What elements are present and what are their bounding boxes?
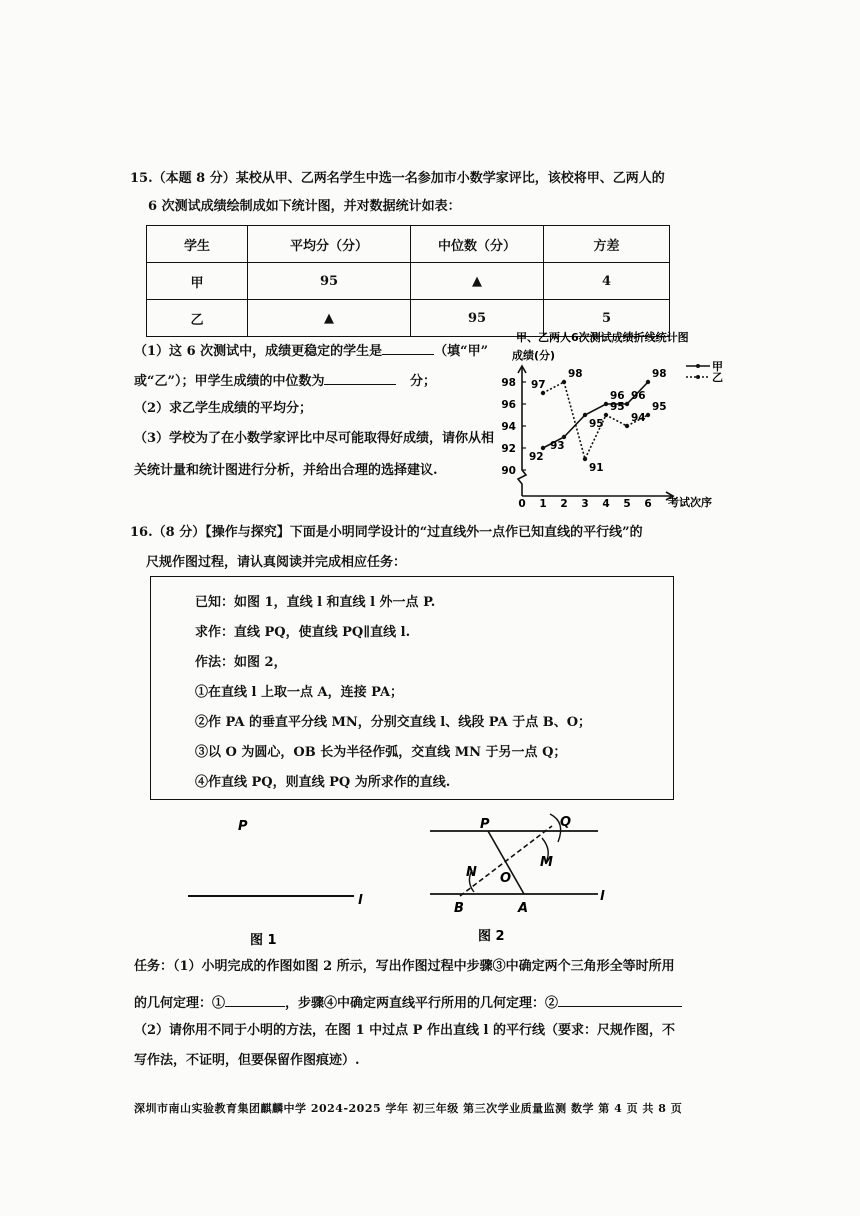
- fig1-point-p: P: [238, 819, 248, 834]
- construction-box: [150, 576, 674, 800]
- chart-x-tick-label: 1: [539, 498, 547, 510]
- box-step-1: ①在直线 l 上取一点 A，连接 PA；: [195, 685, 404, 700]
- table-row: [147, 263, 670, 300]
- q15-part3a: （3）学校为了在小数学家评比中尽可能取得好成绩，请你从相: [134, 431, 495, 446]
- series-2-data-label: 94: [631, 412, 646, 424]
- fig2-point-m: M: [540, 855, 553, 870]
- fig2-point-b: B: [454, 901, 464, 916]
- box-given: 已知：如图 1，直线 l 和直线 l 外一点 P.: [195, 595, 436, 610]
- score-line-chart: [496, 326, 740, 512]
- series-2-point: [583, 457, 587, 461]
- box-goal: 求作：直线 PQ，使直线 PQ∥直线 l.: [195, 625, 411, 640]
- chart-ylabel: 成绩(分): [512, 349, 556, 362]
- q15-part1-text: （1）这 6 次测试中，成绩更稳定的学生是: [134, 344, 383, 359]
- table-cell: 95: [248, 263, 411, 300]
- task-2-line2: 写作法，不证明，但要保留作图痕迹）.: [134, 1053, 360, 1068]
- q15-line1: 15.（本题 8 分）某校从甲、乙两名学生中选一名参加市小数学家评比，该校将甲、乙两人的: [130, 171, 665, 186]
- table-cell: 4: [544, 263, 670, 300]
- table-header: 平均分（分）: [248, 226, 411, 263]
- chart-x-tick-label: 0: [518, 498, 526, 510]
- series-1-data-label: 93: [550, 440, 565, 452]
- table-cell: ▲: [248, 300, 411, 337]
- stats-table: [146, 225, 670, 337]
- series-1-point: [562, 435, 566, 439]
- series-2-point: [646, 413, 650, 417]
- q16-line1: 16.（8 分）【操作与探究】下面是小明同学设计的“过直线外一点作已知直线的平行线”的: [130, 525, 643, 540]
- legend-label-1: 甲: [712, 360, 723, 373]
- answer-blank-1[interactable]: [382, 340, 434, 355]
- page-footer: 深圳市南山实验教育集团麒麟中学 2024-2025 学年 初三年级 第三次学业质量监测 数学 第 4 页 共 8 页: [134, 1102, 683, 1115]
- series-2-point: [604, 413, 608, 417]
- q15-part2: （2）求乙学生成绩的平均分；: [134, 401, 313, 416]
- chart-x-tick-label: 4: [602, 498, 610, 510]
- chart-y-tick-label: 90: [501, 465, 516, 477]
- fig2-caption: 图 2: [478, 929, 505, 944]
- answer-blank-2[interactable]: [324, 370, 396, 385]
- series-2-data-label: 97: [531, 379, 546, 391]
- task-1-text-c: ，步骤④中确定两直线平行所用的几何定理：②: [285, 996, 559, 1011]
- q15-line2: 6 次测试成绩绘制成如下统计图，并对数据统计如表：: [148, 199, 461, 214]
- series-1-point: [625, 402, 629, 406]
- q15-part1-cont: [134, 370, 436, 391]
- series-2-data-label: 95: [610, 401, 625, 413]
- q16-line2: 尺规作图过程，请认真阅读并完成相应任务：: [146, 555, 407, 570]
- series-1-point: [541, 446, 545, 450]
- chart-y-tick-label: 98: [501, 377, 516, 389]
- series-2-point: [541, 391, 545, 395]
- series-2-point: [562, 380, 566, 384]
- table-cell: 95: [411, 300, 544, 337]
- table-cell: 乙: [147, 300, 248, 337]
- chart-title: 甲、乙两人6次测试成绩折线统计图: [516, 331, 689, 344]
- chart-xlabel: 考试次序: [668, 496, 712, 509]
- series-2-data-label: 98: [568, 368, 583, 380]
- series-1-data-label: 98: [652, 368, 667, 380]
- chart-x-tick-label: 6: [644, 498, 652, 510]
- figure-2: [420, 808, 620, 948]
- table-header: 学生: [147, 226, 248, 263]
- chart-legend: [686, 360, 723, 384]
- series-2-data-label: 91: [589, 462, 604, 474]
- series-1-data-label: 96: [610, 390, 625, 402]
- legend-label-2: 乙: [712, 371, 723, 384]
- task-1-text-b: 的几何定理：①: [134, 996, 226, 1011]
- box-step-3: ③以 O 为圆心，OB 长为半径作弧，交直线 MN 于另一点 Q；: [195, 745, 567, 760]
- table-header-row: [147, 226, 670, 263]
- fig2-point-q: Q: [560, 815, 572, 830]
- chart-series: [529, 368, 667, 474]
- series-1-point: [646, 380, 650, 384]
- fig1-label-l: l: [358, 893, 363, 908]
- chart-x-tick-label: 5: [623, 498, 631, 510]
- task-1-line1: 任务：（1）小明完成的作图如图 2 所示，写出作图过程中步骤③中确定两个三角形全等时所用: [134, 959, 675, 974]
- chart-axes: [501, 366, 673, 510]
- series-1-point: [583, 413, 587, 417]
- chart-x-tick-label: 2: [560, 498, 568, 510]
- series-1-data-label: 92: [529, 451, 544, 463]
- series-1-data-label: 96: [631, 390, 646, 402]
- task-1-line2: [134, 992, 682, 1013]
- series-2-data-label: 95: [652, 401, 667, 413]
- q15-part1: [134, 340, 488, 361]
- box-step-4: ④作直线 PQ，则直线 PQ 为所求作的直线.: [195, 775, 451, 790]
- series-1-point: [604, 402, 608, 406]
- fig2-point-p: P: [480, 817, 490, 832]
- fig2-point-o: O: [500, 871, 512, 886]
- legend-marker-1: [696, 364, 700, 368]
- chart-y-tick-label: 92: [501, 443, 516, 455]
- series-1-data-label: 95: [589, 418, 604, 430]
- answer-blank-4[interactable]: [558, 992, 682, 1007]
- box-method: 作法：如图 2，: [195, 655, 287, 670]
- fig2-point-a: A: [518, 901, 529, 916]
- figure-1: [180, 812, 380, 952]
- chart-x-tick-label: 3: [581, 498, 589, 510]
- chart-y-axis: [518, 366, 526, 496]
- table-header: 方差: [544, 226, 670, 263]
- legend-marker-2: [696, 375, 700, 379]
- fig2-point-n: N: [466, 865, 477, 880]
- table-header: 中位数（分）: [411, 226, 544, 263]
- table-cell: 5: [544, 300, 670, 337]
- q15-part1-text-d: 分；: [410, 374, 437, 389]
- q15-part3b: 关统计量和统计图进行分析，并给出合理的选择建议.: [134, 463, 438, 478]
- fig1-caption: 图 1: [250, 933, 277, 948]
- table-cell: 甲: [147, 263, 248, 300]
- box-step-2: ②作 PA 的垂直平分线 MN，分别交直线 l、线段 PA 于点 B、O；: [195, 715, 592, 730]
- q15-part1-text-c: 或“乙”）；甲学生成绩的中位数为: [134, 374, 325, 389]
- chart-y-tick-label: 94: [501, 421, 516, 433]
- task-2-line1: （2）请你用不同于小明的方法，在图 1 中过点 P 作出直线 l 的平行线（要求：尺规作图，不: [134, 1023, 675, 1038]
- table-cell: ▲: [411, 263, 544, 300]
- series-2-point: [625, 424, 629, 428]
- answer-blank-3[interactable]: [225, 992, 285, 1007]
- fig2-label-l: l: [600, 889, 605, 904]
- chart-y-tick-label: 96: [501, 399, 516, 411]
- q15-part1-text-b: （填“甲”: [434, 344, 489, 359]
